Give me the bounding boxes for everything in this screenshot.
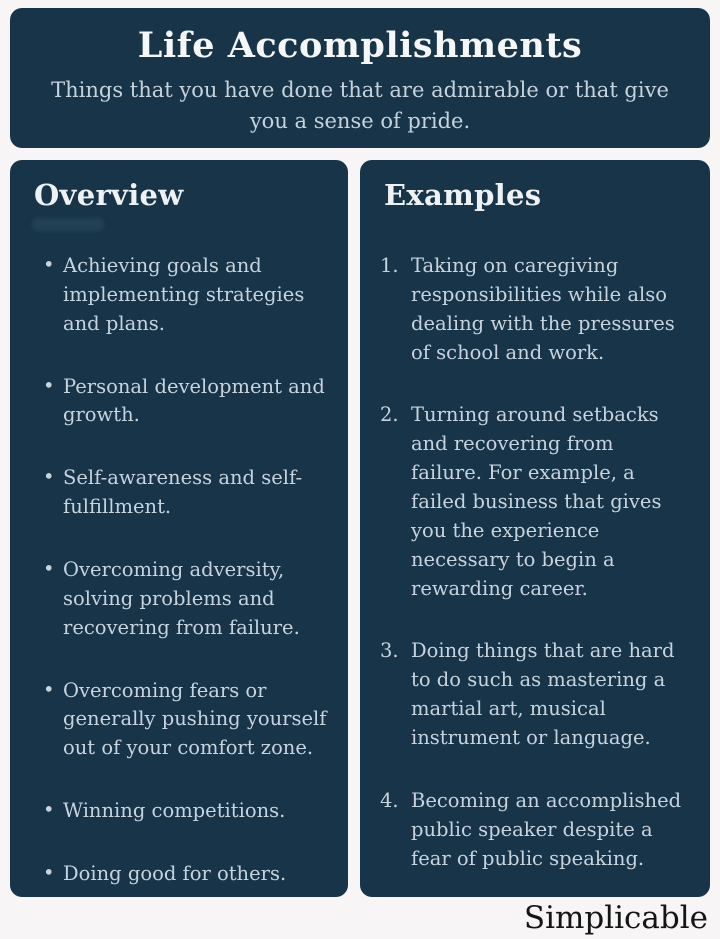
list-item: Turning around setbacks and recovering from failure. For example, a failed business that gives you the experience necessary to begin a rewarding career.: [411, 403, 662, 600]
page-subtitle: Things that you have done that are admirable or that give you a sense of pride.: [51, 78, 669, 133]
page-title: Life Accomplishments: [137, 25, 583, 66]
list-item: • Overcoming adversity, solving problems and recovering from failure.: [30, 556, 328, 643]
list-item: Taking on caregiving responsibilities while also dealing with the pressures of school and work.: [411, 254, 675, 364]
list-item: • Self-awareness and self-fulfillment.: [30, 464, 328, 522]
footer: [10, 897, 710, 939]
list-item: • Doing good for others.: [30, 860, 328, 889]
watermark-smudge: [32, 218, 104, 231]
list-item: • Overcoming fears or generally pushing yourself out of your comfort zone.: [30, 677, 328, 764]
list-item: Becoming an accomplished public speaker despite a fear of public speaking.: [411, 788, 682, 870]
brand-logo-text: Simplicable: [523, 899, 708, 936]
list-item: • Personal development and growth.: [30, 373, 328, 431]
list-item: • Winning competitions.: [30, 797, 328, 826]
list-item: Doing things that are hard to do such as mastering a martial art, musical instrument or language.: [411, 639, 675, 750]
examples-panel: [360, 160, 710, 897]
examples-heading: Examples: [384, 178, 542, 212]
content-columns: [10, 160, 710, 897]
header-card: [10, 8, 710, 148]
overview-heading: Overview: [34, 178, 184, 212]
list-item: • Achieving goals and implementing strategies and plans.: [30, 252, 328, 339]
overview-list: [30, 252, 328, 889]
examples-list: [380, 252, 690, 873]
overview-panel: [10, 160, 348, 897]
